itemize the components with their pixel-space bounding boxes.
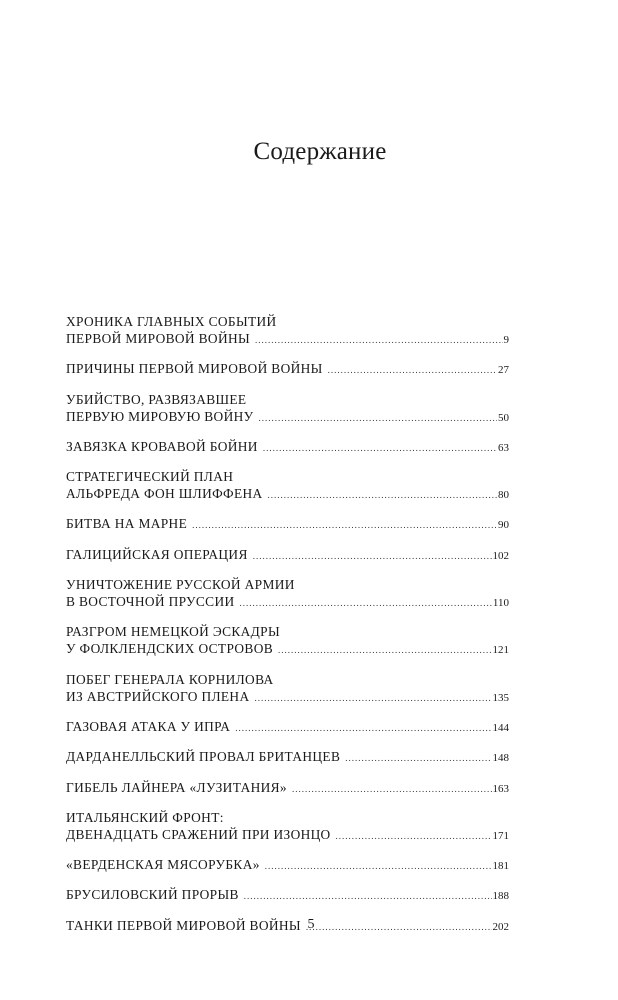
toc-entry-title: ПЕРВУЮ МИРОВУЮ ВОЙНУ xyxy=(66,408,254,424)
toc-entry-page: 63 xyxy=(498,441,509,454)
toc-entry-line xyxy=(66,718,509,737)
toc-entry-line xyxy=(66,886,509,905)
toc-entry-line xyxy=(66,360,509,379)
toc-entry xyxy=(66,856,509,875)
toc-entry xyxy=(66,718,509,737)
toc-entry-title: ГИБЕЛЬ ЛАЙНЕРА «ЛУЗИТАНИЯ» xyxy=(66,779,287,795)
toc-entry-page: 171 xyxy=(492,829,509,842)
toc-entry-title: ГАЗОВАЯ АТАКА У ИПРА xyxy=(66,718,231,734)
toc-entry-title-line: РАЗГРОМ НЕМЕЦКОЙ ЭСКАДРЫ xyxy=(66,624,280,640)
toc-entry-title: ДАРДАНЕЛЛЬСКИЙ ПРОВАЛ БРИТАНЦЕВ xyxy=(66,749,341,765)
toc-entry-page: 181 xyxy=(492,860,509,873)
toc-entry-title: ТАНКИ ПЕРВОЙ МИРОВОЙ ВОЙНЫ xyxy=(66,917,301,933)
toc-entry-title: ДВЕНАДЦАТЬ СРАЖЕНИЙ ПРИ ИЗОНЦО xyxy=(66,826,331,842)
toc-entry-line xyxy=(66,330,509,349)
dot-leader xyxy=(254,690,491,707)
toc-entry-title-line: СТРАТЕГИЧЕСКИЙ ПЛАН xyxy=(66,469,234,485)
toc-entry-page: 9 xyxy=(503,334,509,346)
toc-entry-title: АЛЬФРЕДА ФОН ШЛИФФЕНА xyxy=(66,486,263,502)
toc-entry-page: 202 xyxy=(492,920,509,933)
toc-entry xyxy=(66,546,509,565)
toc-entry-title-line: ХРОНИКА ГЛАВНЫХ СОБЫТИЙ xyxy=(66,314,277,329)
toc-entry-title-line: ИТАЛЬЯНСКИЙ ФРОНТ: xyxy=(66,809,224,825)
dot-leader xyxy=(258,410,497,427)
toc-entry-page: 135 xyxy=(492,691,509,704)
toc-entry-title-line: УБИЙСТВО, РАЗВЯЗАВШЕЕ xyxy=(66,391,247,407)
toc-entry xyxy=(66,886,509,905)
toc-entry-title: ПЕРВОЙ МИРОВОЙ ВОЙНЫ xyxy=(66,331,251,346)
toc-entry-title: В ВОСТОЧНОЙ ПРУССИИ xyxy=(66,594,235,610)
toc-entry xyxy=(66,515,509,534)
dot-leader xyxy=(255,332,502,349)
toc-entry-line xyxy=(66,546,509,565)
toc-entry-line xyxy=(66,485,509,504)
toc-entry xyxy=(66,809,509,845)
toc-entry-title: У ФОЛКЛЕНДСКИХ ОСТРОВОВ xyxy=(66,641,274,657)
toc-entry-title: БРУСИЛОВСКИЙ ПРОРЫВ xyxy=(66,887,239,903)
toc-entry-line xyxy=(66,593,509,612)
toc-entry-line xyxy=(66,779,509,798)
toc-entry xyxy=(66,576,509,612)
toc-entry xyxy=(66,779,509,798)
dot-leader xyxy=(263,440,497,457)
toc-entry-page: 144 xyxy=(492,721,509,734)
dot-leader xyxy=(253,548,492,565)
toc-entry-line xyxy=(66,748,509,767)
toc-entry-title-line: ПОБЕГ ГЕНЕРАЛА КОРНИЛОВА xyxy=(66,671,274,687)
toc-entry-page: 188 xyxy=(492,890,509,903)
toc-entry-title: ЗАВЯЗКА КРОВАВОЙ БОЙНИ xyxy=(66,438,258,454)
toc-entry-page: 80 xyxy=(498,489,509,502)
dot-leader xyxy=(292,781,492,798)
toc-entry-title: БИТВА НА МАРНЕ xyxy=(66,516,188,532)
toc-entry-title: ГАЛИЦИЙСКАЯ ОПЕРАЦИЯ xyxy=(66,546,248,562)
toc-entry xyxy=(66,623,509,659)
dot-leader xyxy=(328,362,497,379)
toc-entry xyxy=(66,748,509,767)
toc-entry-title-line: УНИЧТОЖЕНИЕ РУССКОЙ АРМИИ xyxy=(66,577,295,593)
toc-entry-line xyxy=(66,438,509,457)
toc-entry xyxy=(66,313,509,349)
toc-entry-title: ИЗ АВСТРИЙСКОГО ПЛЕНА xyxy=(66,688,250,704)
dot-leader xyxy=(192,517,497,534)
dot-leader xyxy=(240,595,492,612)
toc-entry-page: 102 xyxy=(492,549,509,562)
dot-leader xyxy=(336,828,492,845)
toc-entry-page: 110 xyxy=(492,597,509,610)
toc-entry xyxy=(66,360,509,379)
toc-entry-page: 148 xyxy=(492,752,509,765)
toc-entry-line xyxy=(66,688,509,707)
toc-entry-title: «ВЕРДЕНСКАЯ МЯСОРУБКА» xyxy=(66,857,260,873)
dot-leader xyxy=(345,750,491,767)
toc-entry-page: 50 xyxy=(498,411,509,424)
page-title: Содержание xyxy=(253,138,387,165)
toc-entry-page: 121 xyxy=(492,644,509,657)
toc-entry-page: 90 xyxy=(498,519,509,532)
toc-entry xyxy=(66,391,509,427)
toc-entry-line xyxy=(66,826,509,845)
dot-leader xyxy=(278,642,491,659)
dot-leader xyxy=(268,487,497,504)
toc-entry-page: 27 xyxy=(498,364,509,377)
toc-entry-line xyxy=(66,856,509,875)
dot-leader xyxy=(265,858,492,875)
table-of-contents xyxy=(66,313,509,947)
toc-entry-page: 163 xyxy=(492,782,509,795)
toc-entry-line xyxy=(66,640,509,659)
dot-leader xyxy=(244,888,492,905)
toc-entry xyxy=(66,671,509,707)
toc-entry-line xyxy=(66,408,509,427)
toc-entry xyxy=(66,468,509,504)
toc-entry-title: ПРИЧИНЫ ПЕРВОЙ МИРОВОЙ ВОЙНЫ xyxy=(66,361,323,377)
page-number: 5 xyxy=(307,917,315,932)
toc-entry-line xyxy=(66,515,509,534)
toc-entry xyxy=(66,438,509,457)
dot-leader xyxy=(235,720,491,737)
